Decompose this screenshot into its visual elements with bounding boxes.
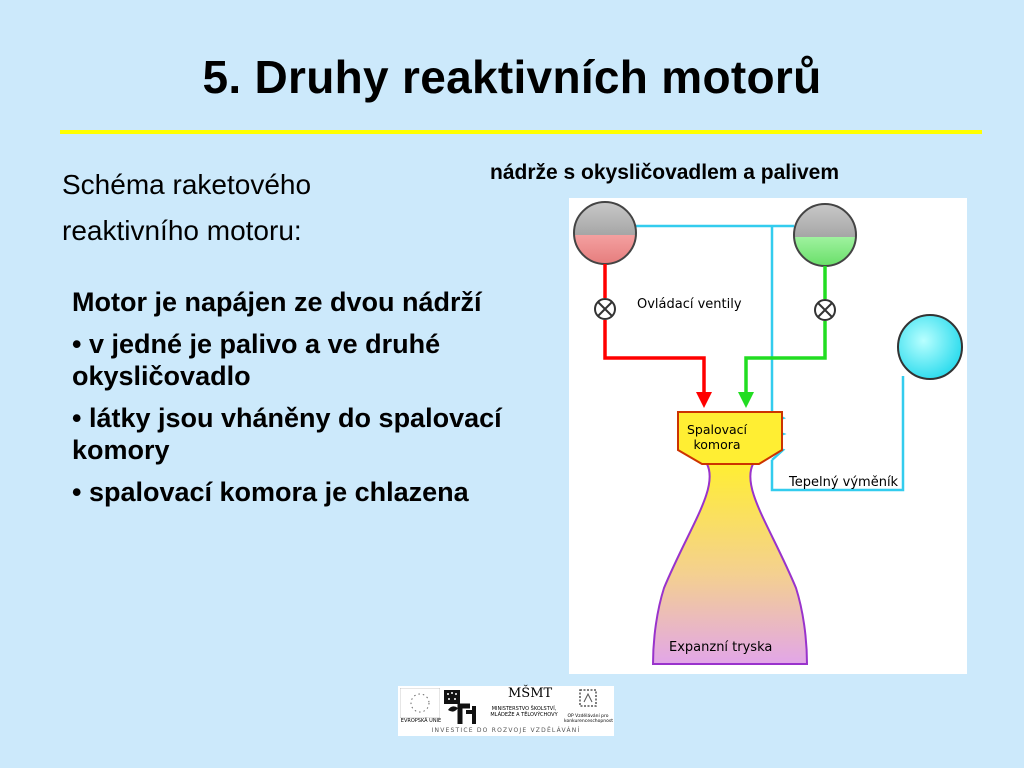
bullet-item: • látky jsou vháněny do spalovací komory — [72, 403, 502, 465]
slide-subtitle — [62, 162, 442, 254]
eu-stars-icon — [400, 688, 440, 718]
coolant-tank — [898, 315, 962, 379]
funding-motto: INVESTICE DO ROZVOJE VZDĚLÁVÁNÍ — [431, 727, 581, 734]
oxidizer-line — [746, 266, 825, 393]
diagram-svg — [569, 198, 967, 674]
bullet-text: v jedné je palivo a ve druhé okysličovadlo — [72, 329, 441, 391]
esf-icon — [444, 688, 484, 726]
funding-logos — [398, 686, 614, 736]
esf-logo — [444, 688, 484, 724]
body-intro: Motor je napájen ze dvou nádrží — [72, 287, 482, 317]
nozzle-label: Expanzní tryska — [669, 640, 773, 655]
chamber-label-line-1: Spalovací — [686, 422, 748, 437]
body-text — [72, 286, 552, 518]
op-label: OP Vzdělávání pro konkurenceschopnost — [564, 714, 613, 724]
diagram-caption: nádrže s okysličovadlem a palivem — [490, 161, 840, 184]
subtitle-line-1: Schéma raketového — [62, 169, 312, 200]
bullet-text: spalovací komora je chlazena — [88, 477, 469, 507]
oxidizer-arrow-head — [738, 392, 754, 408]
heat-exchanger-label: Tepelný výměník — [789, 475, 899, 490]
fuel-line — [605, 264, 704, 393]
bullet-item: • v jedné je palivo a ve druhé okysličovadlo — [72, 329, 441, 391]
subtitle-line-2: reaktivního motoru: — [62, 215, 302, 246]
slide-title: 5. Druhy reaktivních motorů — [202, 51, 822, 103]
expansion-nozzle — [653, 464, 807, 664]
eu-flag-logo — [400, 688, 440, 724]
valve-icon — [595, 299, 615, 319]
chamber-label-line-2: komora — [693, 437, 741, 452]
msmt-mark: MŠMT — [508, 686, 553, 701]
bullet-text: látky jsou vháněny do spalovací komory — [72, 403, 502, 465]
eu-label: EVROPSKÁ UNIE — [400, 718, 442, 724]
msmt-label: MINISTERSTVO ŠKOLSTVÍ, MLÁDEŽE A TĚLOVÝCHOVY — [490, 706, 558, 718]
rocket-engine-diagram — [569, 198, 967, 674]
chamber-label — [681, 422, 753, 452]
op-logo — [564, 688, 612, 726]
bullet-item: • spalovací komora je chlazena — [72, 477, 469, 507]
title-underline — [60, 130, 982, 134]
op-emblem-icon — [564, 688, 612, 712]
valve-icon — [815, 300, 835, 320]
valves-label: Ovládací ventily — [637, 297, 742, 312]
fuel-arrow-head — [696, 392, 712, 408]
msmt-logo — [488, 686, 560, 726]
